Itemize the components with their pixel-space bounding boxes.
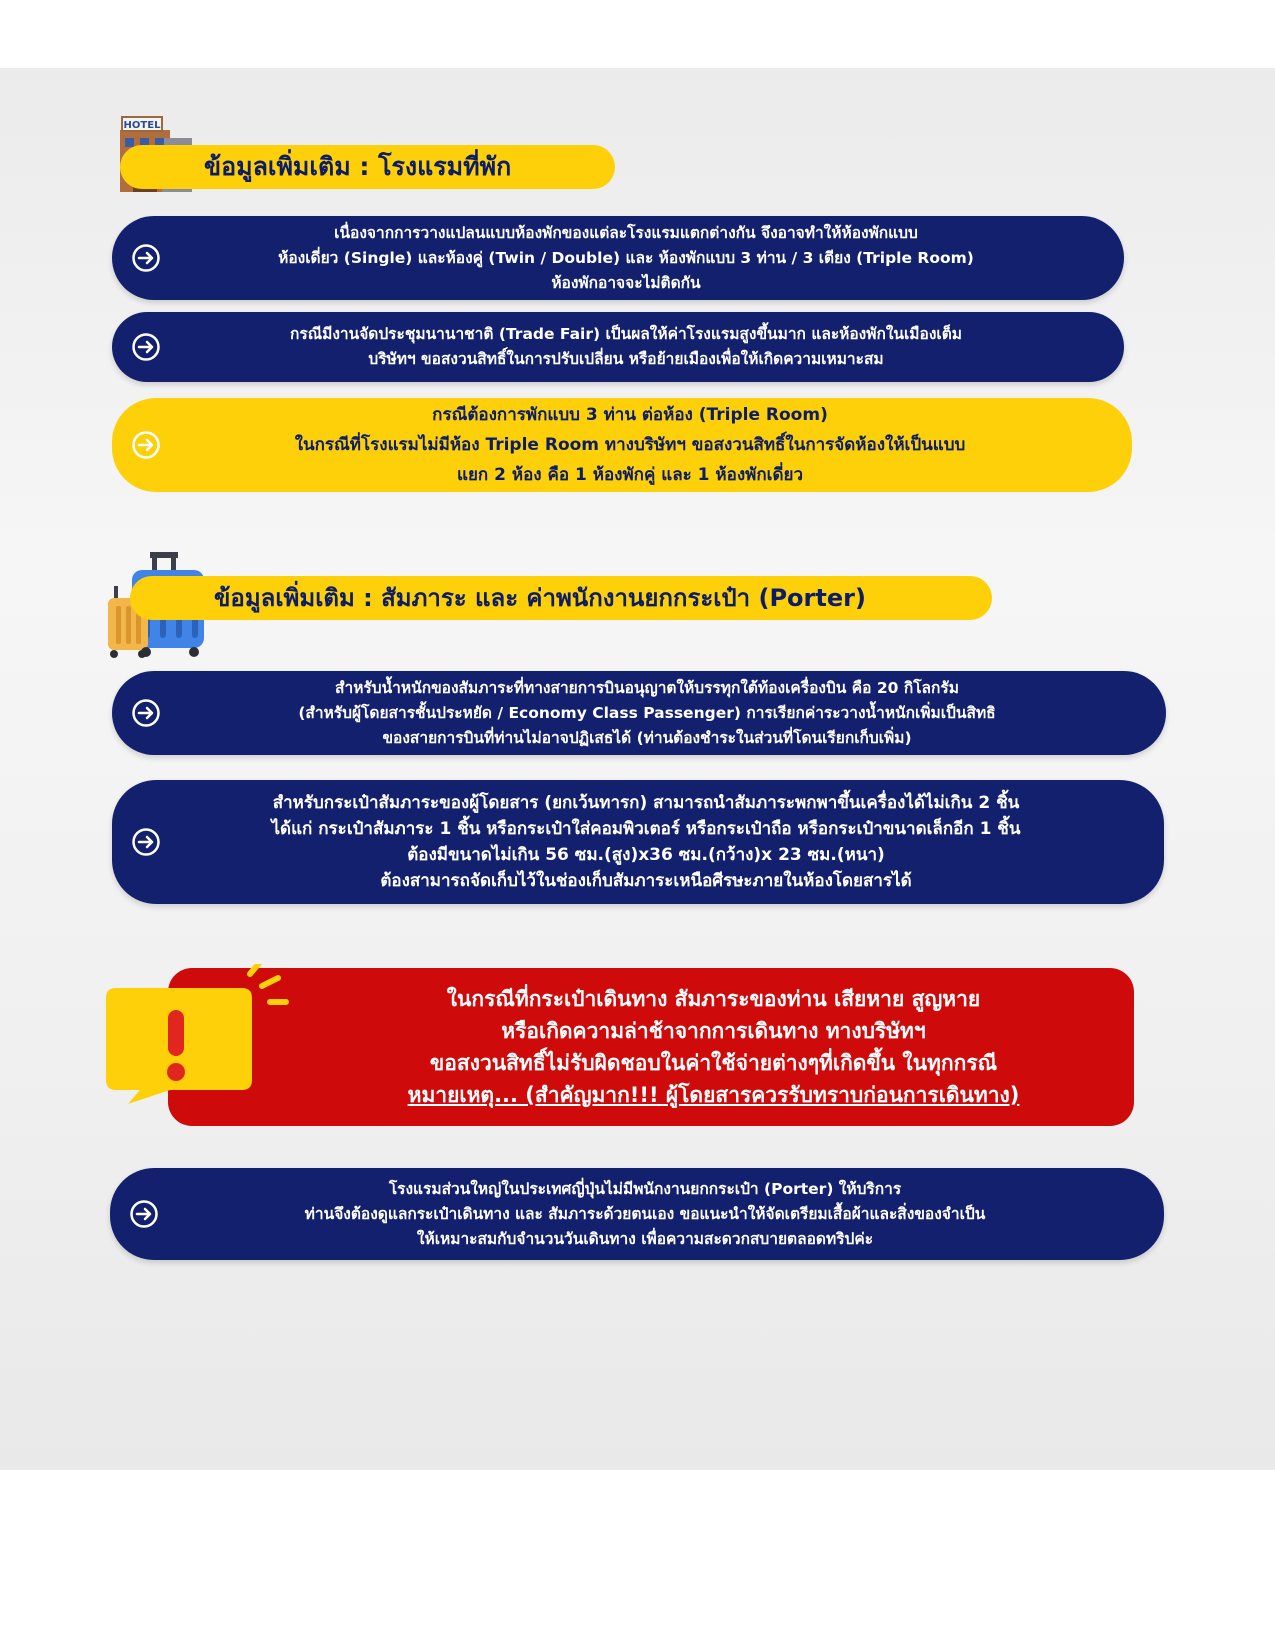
note-line: ต้องมีขนาดไม่เกิน 56 ซม.(สูง)x36 ซม.(กว้าง)x 23 ซม.(หนา) xyxy=(407,845,885,865)
note-line: เนื่องจากการวางแปลนแบบห้องพักของแต่ละโรงแรมแตกต่างกัน จึงอาจทำให้ห้องพักแบบ xyxy=(334,223,918,242)
arrow-right-icon xyxy=(131,332,161,362)
hotel-note-trade-fair xyxy=(112,312,1124,382)
hotel-section-title: ข้อมูลเพิ่มเติม : โรงแรมที่พัก xyxy=(120,145,615,189)
note-line: บริษัทฯ ขอสงวนสิทธิ์ในการปรับเปลี่ยน หรือย้ายเมืองเพื่อให้เกิดความเหมาะสม xyxy=(368,350,884,368)
note-line: ให้เหมาะสมกับจำนวนวันเดินทาง เพื่อความสะดวกสบายตลอดทริปค่ะ xyxy=(416,1229,874,1248)
note-line: ห้องพักอาจจะไม่ติดกัน xyxy=(551,273,701,292)
note-line: ต้องสามารถจัดเก็บไว้ในช่องเก็บสัมภาระเหนือศีรษะภายในห้องโดยสารได้ xyxy=(380,871,912,891)
note-line: แยก 2 ห้อง คือ 1 ห้องพักคู่ และ 1 ห้องพักเดี่ยว xyxy=(456,465,803,485)
note-line: กรณีต้องการพักแบบ 3 ท่าน ต่อห้อง (Triple Room) xyxy=(432,405,828,425)
note-line: ได้แก่ กระเป๋าสัมภาระ 1 ชิ้น หรือกระเป๋าใส่คอมพิวเตอร์ หรือกระเป๋าถือ หรือกระเป๋าขนาดเล็กอีก 1 ชิ้น xyxy=(271,819,1021,839)
warning-remark-line: หมายเหตุ... (สำคัญมาก!!! ผู้โดยสารควรรับทราบก่อนการเดินทาง) xyxy=(407,1083,1020,1107)
porter-note xyxy=(110,1168,1164,1260)
note-line: ในกรณีที่โรงแรมไม่มีห้อง Triple Room ทางบริษัทฯ ขอสงวนสิทธิ์ในการจัดห้องให้เป็นแบบ xyxy=(294,435,966,455)
arrow-right-icon xyxy=(129,1199,159,1229)
warning-line: ขอสงวนสิทธิ์ไม่รับผิดชอบในค่าใช้จ่ายต่างๆที่เกิดขึ้น ในทุกกรณี xyxy=(429,1051,998,1075)
note-line: ห้องเดี่ยว (Single) และห้องคู่ (Twin / Double) และ ห้องพักแบบ 3 ท่าน / 3 เตียง (Triple Room) xyxy=(278,248,974,267)
hotel-note-triple-room xyxy=(112,398,1132,492)
arrow-right-icon xyxy=(131,698,161,728)
hotel-note-room-layout xyxy=(112,216,1124,300)
note-line: กรณีมีงานจัดประชุมนานาชาติ (Trade Fair) เป็นผลให้ค่าโรงแรมสูงขึ้นมาก และห้องพักในเมืองเต็ม xyxy=(290,325,962,343)
note-line: ท่านจึงต้องดูแลกระเป๋าเดินทาง และ สัมภาระด้วยตนเอง ขอแนะนำให้จัดเตรียมเสื้อผ้าและสิ่งของจำเป็น xyxy=(304,1204,986,1223)
exclamation-icon xyxy=(100,964,290,1114)
baggage-note-carry-on xyxy=(112,780,1164,904)
warning-line: ในกรณีที่กระเป๋าเดินทาง สัมภาระของท่าน เสียหาย สูญหาย xyxy=(446,987,981,1011)
baggage-note-checked-weight xyxy=(112,671,1166,755)
arrow-right-icon xyxy=(131,243,161,273)
page-panel xyxy=(0,68,1275,1470)
note-line: สำหรับน้ำหนักของสัมภาระที่ทางสายการบินอนุญาตให้บรรทุกใต้ท้องเครื่องบิน คือ 20 กิโลกรัม xyxy=(335,678,959,697)
arrow-right-icon xyxy=(131,430,161,460)
warning-line: หรือเกิดความล่าช้าจากการเดินทาง ทางบริษัทฯ xyxy=(501,1019,926,1043)
baggage-section-title: ข้อมูลเพิ่มเติม : สัมภาระ และ ค่าพนักงานยกกระเป๋า (Porter) xyxy=(130,576,992,620)
note-line: (สำหรับผู้โดยสารชั้นประหยัด / Economy Class Passenger) การเรียกค่าระวางน้ำหนักเพิ่มเป็นสิทธิ xyxy=(298,703,996,722)
arrow-right-icon xyxy=(131,827,161,857)
baggage-warning-box xyxy=(168,968,1134,1126)
hotel-sign-text: HOTEL xyxy=(123,120,161,131)
note-line: สำหรับกระเป๋าสัมภาระของผู้โดยสาร (ยกเว้นทารก) สามารถนำสัมภาระพกพาขึ้นเครื่องได้ไม่เกิน 2 ชิ้น xyxy=(272,793,1020,813)
note-line: โรงแรมส่วนใหญ่ในประเทศญี่ปุ่นไม่มีพนักงานยกกระเป๋า (Porter) ให้บริการ xyxy=(388,1179,902,1198)
note-line: ของสายการบินที่ท่านไม่อาจปฏิเสธได้ (ท่านต้องชำระในส่วนที่โดนเรียกเก็บเพิ่ม) xyxy=(382,728,912,747)
